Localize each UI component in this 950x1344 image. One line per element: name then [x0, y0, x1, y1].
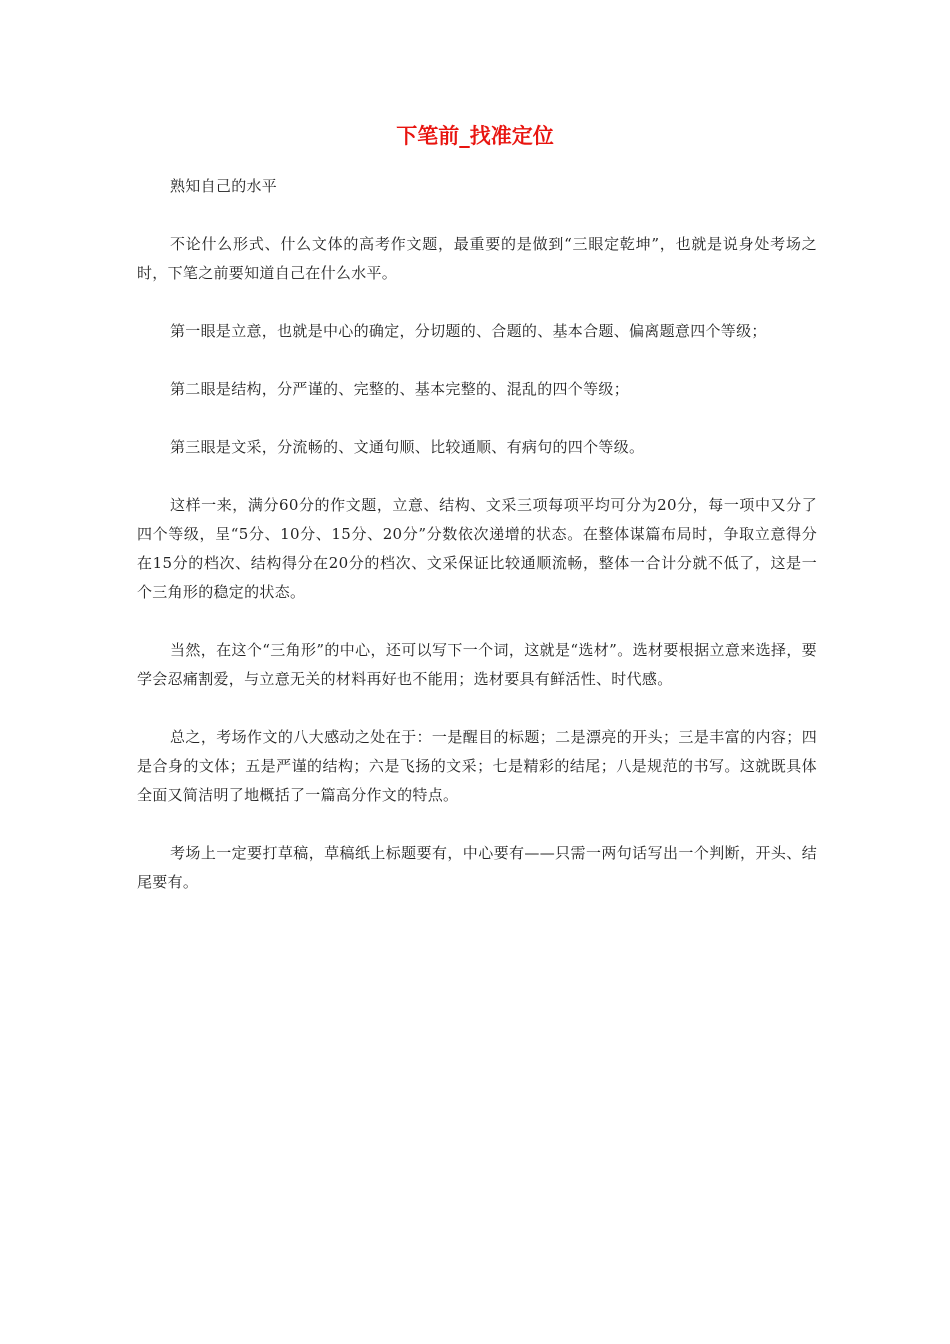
- paragraph-subheading: 熟知自己的水平: [170, 177, 278, 195]
- paragraph-first-eye: 第一眼是立意，也就是中心的确定，分切题的、合题的、基本合题、偏离题意四个等级；: [170, 322, 767, 340]
- paragraph-scoring: 这样一来，满分60分的作文题，立意、结构、文采三项每项平均可分为20分，每一项中又分了四个等级，呈“5分、10分、15分、20分”分数依次递增的状态。在整体谋篇布局时，争取立意得分在15分的档次、结构得分在20分的档次、文采保证比较通顺流畅，整体一合计分就不低了，这是一个三角形的稳定的状态。: [137, 496, 817, 601]
- document-title: 下笔前_找准定位: [396, 124, 554, 148]
- paragraph-second-eye: 第二眼是结构，分严谨的、完整的、基本完整的、混乱的四个等级；: [170, 380, 630, 398]
- paragraph-third-eye: 第三眼是文采，分流畅的、文通句顺、比较通顺、有病句的四个等级。: [170, 438, 645, 456]
- paragraph-material: 当然，在这个“三角形”的中心，还可以写下一个词，这就是“选材”。选材要根据立意来选择，要学会忍痛割爱，与立意无关的材料再好也不能用；选材要具有鲜活性、时代感。: [137, 641, 817, 688]
- document-body: [137, 172, 817, 926]
- paragraph-summary: 总之，考场作文的八大感动之处在于：一是醒目的标题；二是漂亮的开头；三是丰富的内容；四是合身的文体；五是严谨的结构；六是飞扬的文采；七是精彩的结尾；八是规范的书写。这就既具体全面又简洁明了地概括了一篇高分作文的特点。: [137, 728, 817, 804]
- paragraph-intro: 不论什么形式、什么文体的高考作文题，最重要的是做到“三眼定乾坤”，也就是说身处考场之时，下笔之前要知道自己在什么水平。: [137, 235, 817, 282]
- paragraph-draft: 考场上一定要打草稿，草稿纸上标题要有，中心要有——只需一两句话写出一个判断，开头、结尾要有。: [137, 844, 817, 891]
